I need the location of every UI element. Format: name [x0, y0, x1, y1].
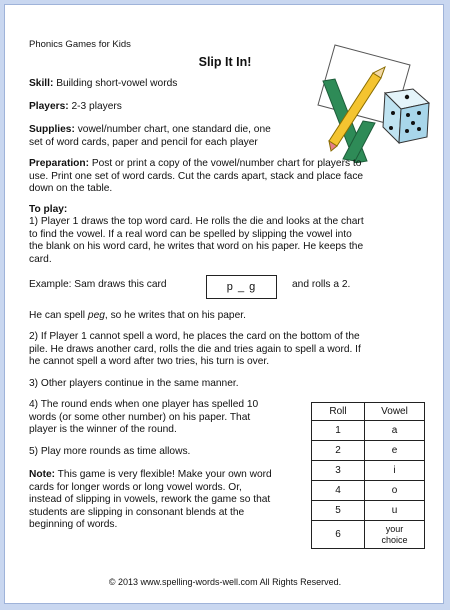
die-icon	[383, 89, 429, 143]
note-line: This game is very flexible! Make your own word	[55, 469, 272, 480]
illustration	[315, 43, 435, 163]
players-line	[29, 101, 122, 114]
supplies-line: vowel/number chart, one standard die, one	[74, 124, 271, 135]
step-4-line: player is the winner of the round.	[29, 424, 177, 436]
preparation-line: use. Print one set of word cards. Cut the cards apart, stack and place face	[29, 170, 364, 182]
preparation-label: Preparation:	[29, 158, 90, 169]
supplies-block	[29, 124, 271, 149]
worksheet-page	[4, 4, 444, 604]
chart-roll-cell: 1	[312, 421, 365, 441]
chart-roll-cell: 5	[312, 501, 365, 521]
note-block	[29, 469, 272, 532]
step-2-line: pile. He draws another card, rolls the die and tries again to spell a word. If	[29, 343, 361, 355]
step-1	[29, 216, 364, 266]
chart-row	[312, 521, 425, 549]
example-suffix: and rolls a 2.	[292, 279, 351, 290]
note-line: beginning of words.	[29, 519, 118, 531]
step-1-line: 1) Player 1 draws the top word card. He rolls the die and looks at the chart	[29, 216, 364, 227]
chart-row	[312, 461, 425, 481]
step-3: 3) Other players continue in the same manner.	[29, 378, 239, 389]
step-4-line: words (or some other number) on his paper. That	[29, 411, 251, 423]
step-1-line: to find the vowel. If a real word can be spelled by slipping the vowel into	[29, 228, 352, 240]
chart-roll-cell: 4	[312, 481, 365, 501]
chart-vowel-cell: your choice	[365, 521, 425, 549]
skill-text: Building short-vowel words	[53, 78, 178, 89]
example-word-card: p _ g	[206, 275, 277, 299]
chart-row	[312, 421, 425, 441]
supplies-line: set of word cards, paper and pencil for each player	[29, 136, 258, 148]
vowel-number-chart	[311, 402, 425, 549]
note-label: Note:	[29, 469, 56, 480]
to-play-heading: To play:	[29, 204, 68, 215]
skill-line	[29, 78, 177, 91]
chart-header-vowel: Vowel	[365, 403, 425, 421]
step-1-line: card.	[29, 253, 52, 265]
preparation-line: down on the table.	[29, 183, 113, 195]
preparation-line: Post or print a copy of the vowel/number chart for players to	[89, 158, 362, 169]
skill-label: Skill:	[29, 78, 54, 89]
note-line: students are slipping in consonant blends at the	[29, 506, 245, 518]
chart-row	[312, 481, 425, 501]
series-label: Phonics Games for Kids	[29, 39, 131, 50]
step-5: 5) Play more rounds as time allows.	[29, 446, 191, 457]
step-2	[29, 331, 361, 369]
chart-header-row	[312, 403, 425, 421]
chart-row	[312, 501, 425, 521]
page-title: Slip It In!	[198, 55, 252, 69]
note-line: cards for longer words or long vowel words. Or,	[29, 481, 242, 493]
step-4-line: 4) The round ends when one player has spelled 10	[29, 399, 259, 410]
example-prefix: Example: Sam draws this card	[29, 279, 167, 290]
chart-header-roll: Roll	[312, 403, 365, 421]
spell-line: He can spell peg, so he writes that on his paper.	[29, 310, 246, 321]
step-2-line: 2) If Player 1 cannot spell a word, he places the card on the bottom of the	[29, 331, 360, 342]
players-label: Players:	[29, 101, 69, 112]
chart-roll-cell: 6	[312, 521, 365, 549]
preparation-block	[29, 158, 363, 196]
step-4	[29, 399, 258, 437]
chart-vowel-cell: i	[365, 461, 425, 481]
chart-vowel-cell: u	[365, 501, 425, 521]
chart-row	[312, 441, 425, 461]
note-line: instead of slipping in vowels, rework the game so that	[29, 494, 271, 506]
supplies-label: Supplies:	[29, 124, 75, 135]
step-1-line: the blank on his word card, he writes that word on his paper. He keeps the	[29, 241, 364, 253]
players-text: 2-3 players	[68, 101, 122, 112]
chart-vowel-cell: o	[365, 481, 425, 501]
copyright-footer: © 2013 www.spelling-words-well.com All Rights Reserved.	[108, 577, 342, 587]
step-2-line: he cannot spell a word after two tries, his turn is over.	[29, 356, 270, 368]
spelled-word: peg	[87, 310, 105, 321]
chart-roll-cell: 2	[312, 441, 365, 461]
chart-roll-cell: 3	[312, 461, 365, 481]
chart-vowel-cell: a	[365, 421, 425, 441]
chart-vowel-cell: e	[365, 441, 425, 461]
